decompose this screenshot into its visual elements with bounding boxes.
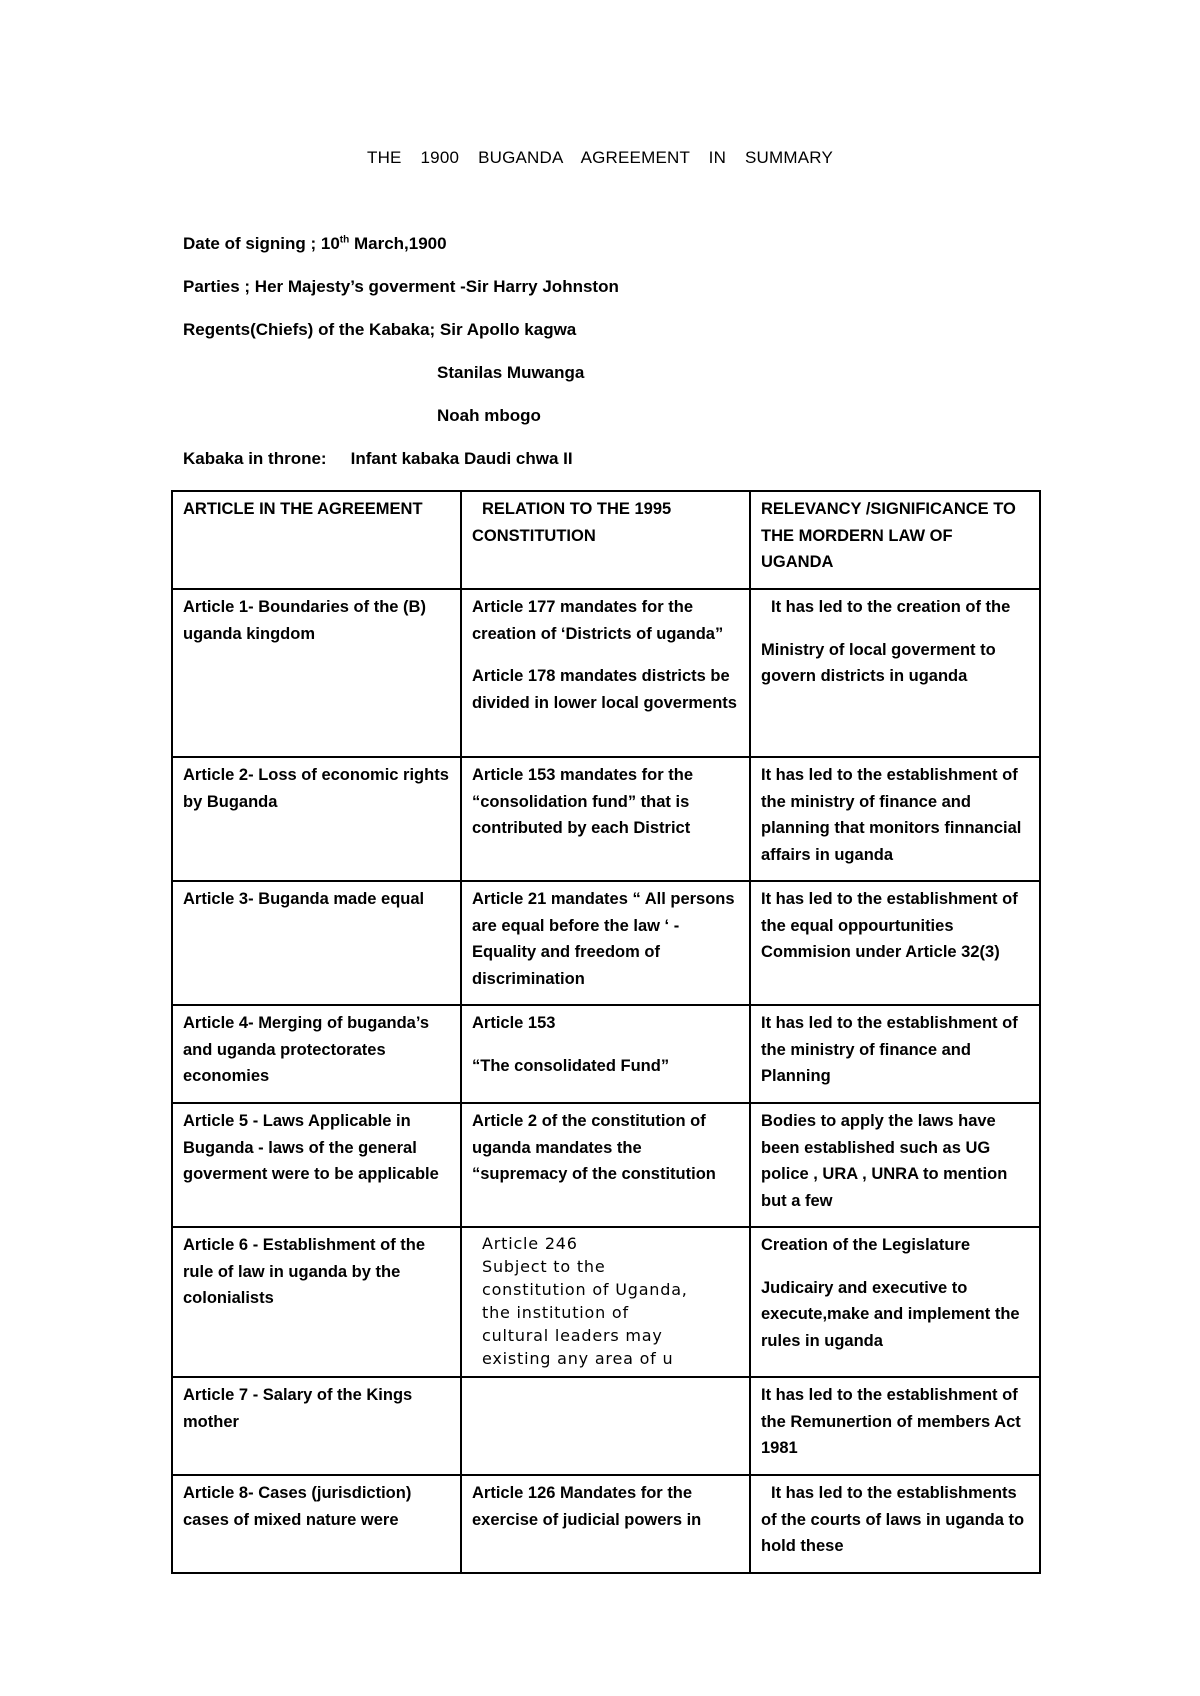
cell-relevance: It has led to the establishment of the ministry of finance and planning that monitors finnancial affairs in uganda	[750, 757, 1040, 881]
cell-relation	[461, 1005, 750, 1103]
table-row	[172, 1103, 1040, 1227]
cell-relevance	[750, 589, 1040, 757]
cell-article: Article 6 - Establishment of the rule of law in uganda by the colonialists	[172, 1227, 461, 1377]
table-row	[172, 589, 1040, 757]
header-relation-text: RELATION TO THE 1995 CONSTITUTION	[472, 500, 672, 545]
cell-relation: Article 153 mandates for the “consolidation fund” that is contributed by each District	[461, 757, 750, 881]
cell-relation	[461, 589, 750, 757]
kabaka-line	[183, 449, 573, 469]
table-row	[172, 1377, 1040, 1475]
table-row	[172, 1005, 1040, 1103]
cell-relation-text: Article 177 mandates for the creation of ‘Districts of uganda”	[472, 598, 724, 643]
cell-article: Article 1- Boundaries of the (B) uganda kingdom	[172, 589, 461, 757]
agreement-table	[171, 490, 1041, 1574]
cell-relation: Article 126 Mandates for the exercise of judicial powers in	[461, 1475, 750, 1573]
cell-relation: Article 21 mandates “ All persons are equal before the law ‘ -Equality and freedom of discrimination	[461, 881, 750, 1005]
cell-article: Article 5 - Laws Applicable in Buganda - laws of the general goverment were to be applicable	[172, 1103, 461, 1227]
table-row	[172, 1475, 1040, 1573]
signing-date-suffix: March,1900	[349, 234, 447, 253]
cell-relevance	[750, 1227, 1040, 1377]
table-row	[172, 757, 1040, 881]
cell-relation-line: existing any area of u	[482, 1349, 674, 1368]
cell-relation	[461, 1377, 750, 1475]
table-row	[172, 881, 1040, 1005]
cell-relevance-text: It has led to the establishments of the courts of laws in uganda to hold these	[761, 1484, 1025, 1555]
cell-relevance: It has led to the establishment of the equal oppourtunities Commision under Article 32(3)	[750, 881, 1040, 1005]
table-row	[172, 1227, 1040, 1377]
cell-relevance: It has led to the establishment of the Remunertion of members Act 1981	[750, 1377, 1040, 1475]
cell-relation-line: cultural leaders may	[482, 1326, 663, 1345]
header-relation	[461, 491, 750, 589]
header-article: ARTICLE IN THE AGREEMENT	[172, 491, 461, 589]
cell-relevance-text-2: Judicairy and executive to execute,make and implement the rules in uganda	[761, 1278, 1020, 1350]
cell-relation-line: Subject to the	[482, 1257, 606, 1276]
parties-line: Parties ; Her Majesty’s goverment -Sir Harry Johnston	[183, 277, 619, 296]
cell-relation-line: the institution of	[482, 1303, 629, 1322]
regent-muwanga: Stanilas Muwanga	[437, 363, 585, 382]
cell-relation-line: constitution of Uganda,	[482, 1280, 688, 1299]
cell-relation-text-2: “The consolidated Fund”	[472, 1056, 670, 1075]
cell-relevance	[750, 1475, 1040, 1573]
signing-date	[183, 234, 447, 254]
cell-article: Article 7 - Salary of the Kings mother	[172, 1377, 461, 1475]
cell-relation-text: Article 153	[472, 1014, 556, 1032]
cell-relevance-text-2: Ministry of local goverment to govern districts in uganda	[761, 640, 996, 685]
signing-date-prefix: Date of signing ; 10	[183, 234, 340, 253]
cell-article: Article 2- Loss of economic rights by Buganda	[172, 757, 461, 881]
cell-relation-text-2: Article 178 mandates districts be divided in lower local goverments	[472, 667, 737, 712]
table-header-row	[172, 491, 1040, 589]
cell-article: Article 3- Buganda made equal	[172, 881, 461, 1005]
header-relevance: RELEVANCY /SIGNIFICANCE TO THE MORDERN LAW OF UGANDA	[750, 491, 1040, 589]
kabaka-label: Kabaka in throne:	[183, 449, 327, 468]
cell-relevance-text: It has led to the creation of the	[771, 598, 1011, 616]
cell-article: Article 8- Cases (jurisdiction) cases of mixed nature were	[172, 1475, 461, 1573]
signing-date-sup: th	[339, 234, 350, 246]
regents-line: Regents(Chiefs) of the Kabaka; Sir Apollo kagwa	[183, 320, 577, 339]
regent-mbogo: Noah mbogo	[437, 406, 541, 425]
kabaka-name: Infant kabaka Daudi chwa II	[350, 449, 573, 468]
cell-relevance: Bodies to apply the laws have been established such as UG police , URA , UNRA to mention but a few	[750, 1103, 1040, 1227]
page-title: THE 1900 BUGANDA AGREEMENT IN SUMMARY	[367, 148, 833, 167]
cell-relation: Article 2 of the constitution of uganda mandates the “supremacy of the constitution	[461, 1103, 750, 1227]
cell-relevance: It has led to the establishment of the ministry of finance and Planning	[750, 1005, 1040, 1103]
cell-relevance-text: Creation of the Legislature	[761, 1236, 971, 1254]
cell-relation	[461, 1227, 750, 1377]
cell-article: Article 4- Merging of buganda’s and uganda protectorates economies	[172, 1005, 461, 1103]
cell-relation-line: Article 246	[482, 1234, 578, 1253]
